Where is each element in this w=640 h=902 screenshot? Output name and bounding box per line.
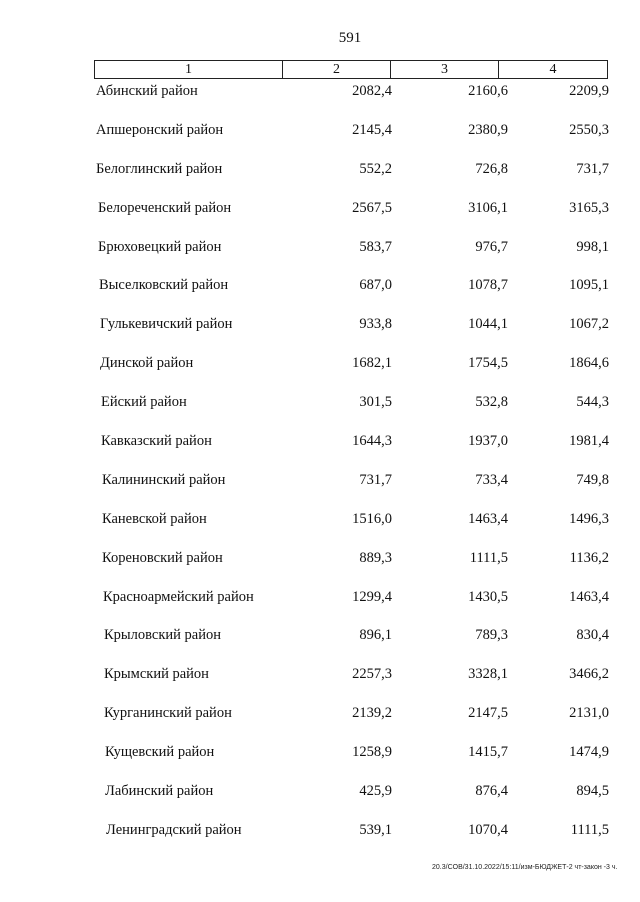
table-body	[0, 81, 640, 859]
value-col-2: 1299,4	[352, 588, 392, 605]
value-col-2: 687,0	[359, 277, 392, 294]
district-name: Белореченский район	[98, 199, 232, 216]
district-name: Ленинградский район	[106, 821, 242, 838]
table-row	[0, 742, 640, 781]
table-row	[0, 820, 640, 859]
value-col-4: 2209,9	[569, 83, 609, 99]
value-col-4: 1864,6	[569, 355, 609, 372]
table-row	[0, 587, 640, 626]
value-col-2: 1644,3	[352, 433, 392, 450]
district-name: Брюховецкий район	[98, 238, 222, 255]
footer-stamp: 20.3/COB/31.10.2022/15:11/изм-БЮДЖЕТ-2 чт-закон -3 ч.	[432, 864, 618, 871]
value-col-4: 1981,4	[569, 433, 609, 450]
value-col-4: 2550,3	[569, 121, 609, 138]
value-col-3: 726,8	[475, 160, 508, 177]
value-col-4: 544,3	[576, 394, 609, 411]
value-col-2: 301,5	[359, 394, 392, 411]
district-name: Абинский район	[96, 83, 198, 99]
district-name: Курганинский район	[104, 705, 232, 722]
value-col-2: 2145,4	[352, 121, 392, 138]
value-col-4: 3165,3	[569, 199, 609, 216]
value-col-3: 2160,6	[468, 83, 508, 99]
district-name: Динской район	[100, 355, 194, 372]
value-col-4: 1095,1	[569, 277, 609, 294]
value-col-2: 933,8	[359, 316, 392, 333]
district-name: Лабинский район	[105, 783, 214, 800]
value-col-4: 3466,2	[569, 666, 609, 683]
value-col-3: 1463,4	[468, 510, 508, 527]
table-row	[0, 470, 640, 509]
table-row	[0, 431, 640, 470]
district-name: Калининский район	[102, 471, 226, 488]
header-col-3: 3	[391, 61, 499, 78]
value-col-4: 1463,4	[569, 588, 609, 605]
value-col-4: 998,1	[576, 238, 609, 255]
value-col-2: 539,1	[359, 821, 392, 838]
value-col-3: 976,7	[475, 238, 508, 255]
value-col-3: 733,4	[475, 471, 508, 488]
header-col-4: 4	[549, 61, 557, 77]
value-col-2: 552,2	[359, 160, 392, 177]
table-row	[0, 781, 640, 820]
district-name: Белоглинский район	[96, 160, 223, 177]
value-col-4: 1136,2	[569, 549, 609, 566]
table-row	[0, 509, 640, 548]
table-row	[0, 275, 640, 314]
district-name: Крымский район	[104, 666, 209, 683]
district-name: Кущевский район	[105, 744, 215, 761]
table-row	[0, 314, 640, 353]
table-row	[0, 548, 640, 587]
district-name: Апшеронский район	[96, 121, 224, 138]
value-col-4: 2131,0	[569, 705, 609, 722]
value-col-2: 2082,4	[352, 83, 392, 99]
header-col-1: 1	[95, 61, 283, 78]
district-name: Кореновский район	[102, 549, 223, 566]
district-name: Ейский район	[101, 394, 187, 411]
value-col-2: 2139,2	[352, 705, 392, 722]
value-col-3: 1111,5	[469, 549, 508, 566]
value-col-3: 1937,0	[468, 433, 508, 450]
value-col-2: 2257,3	[352, 666, 392, 683]
district-name: Крыловский район	[104, 627, 221, 644]
table-row	[0, 159, 640, 198]
value-col-2: 583,7	[359, 238, 392, 255]
table-row	[0, 703, 640, 742]
value-col-3: 1070,4	[468, 821, 508, 838]
value-col-3: 1415,7	[468, 744, 508, 761]
value-col-4: 894,5	[576, 783, 609, 800]
value-col-2: 731,7	[359, 471, 392, 488]
value-col-3: 2380,9	[468, 121, 508, 138]
value-col-2: 1516,0	[352, 510, 392, 527]
value-col-4: 1474,9	[569, 744, 609, 761]
value-col-3: 1044,1	[468, 316, 508, 333]
table-row	[0, 392, 640, 431]
value-col-3: 2147,5	[468, 705, 508, 722]
table-header	[94, 60, 608, 79]
value-col-3: 1078,7	[468, 277, 508, 294]
header-col-2: 2	[283, 61, 391, 78]
district-name: Каневской район	[102, 510, 207, 527]
value-col-3: 532,8	[475, 394, 508, 411]
value-col-4: 830,4	[576, 627, 609, 644]
value-col-3: 1754,5	[468, 355, 508, 372]
value-col-2: 1258,9	[352, 744, 392, 761]
table-row	[0, 664, 640, 703]
district-name: Красноармейский район	[103, 588, 254, 605]
value-col-4: 1111,5	[570, 821, 609, 838]
table-row	[0, 625, 640, 664]
district-name: Выселковский район	[99, 277, 229, 294]
district-name: Гулькевичский район	[100, 316, 233, 333]
value-col-3: 3328,1	[468, 666, 508, 683]
value-col-2: 425,9	[359, 783, 392, 800]
value-col-3: 876,4	[475, 783, 508, 800]
value-col-3: 789,3	[475, 627, 508, 644]
value-col-4: 1067,2	[569, 316, 609, 333]
page-number: 591	[338, 30, 362, 46]
value-col-2: 1682,1	[352, 355, 392, 372]
value-col-3: 3106,1	[468, 199, 508, 216]
value-col-3: 1430,5	[468, 588, 508, 605]
value-col-4: 1496,3	[569, 510, 609, 527]
value-col-4: 731,7	[576, 160, 609, 177]
value-col-4: 749,8	[576, 471, 609, 488]
table-row	[0, 81, 640, 120]
table-row	[0, 120, 640, 159]
value-col-2: 2567,5	[352, 199, 392, 216]
table-row	[0, 237, 640, 276]
value-col-2: 889,3	[359, 549, 392, 566]
table-row	[0, 198, 640, 237]
value-col-2: 896,1	[359, 627, 392, 644]
table-row	[0, 353, 640, 392]
district-name: Кавказский район	[101, 433, 212, 450]
